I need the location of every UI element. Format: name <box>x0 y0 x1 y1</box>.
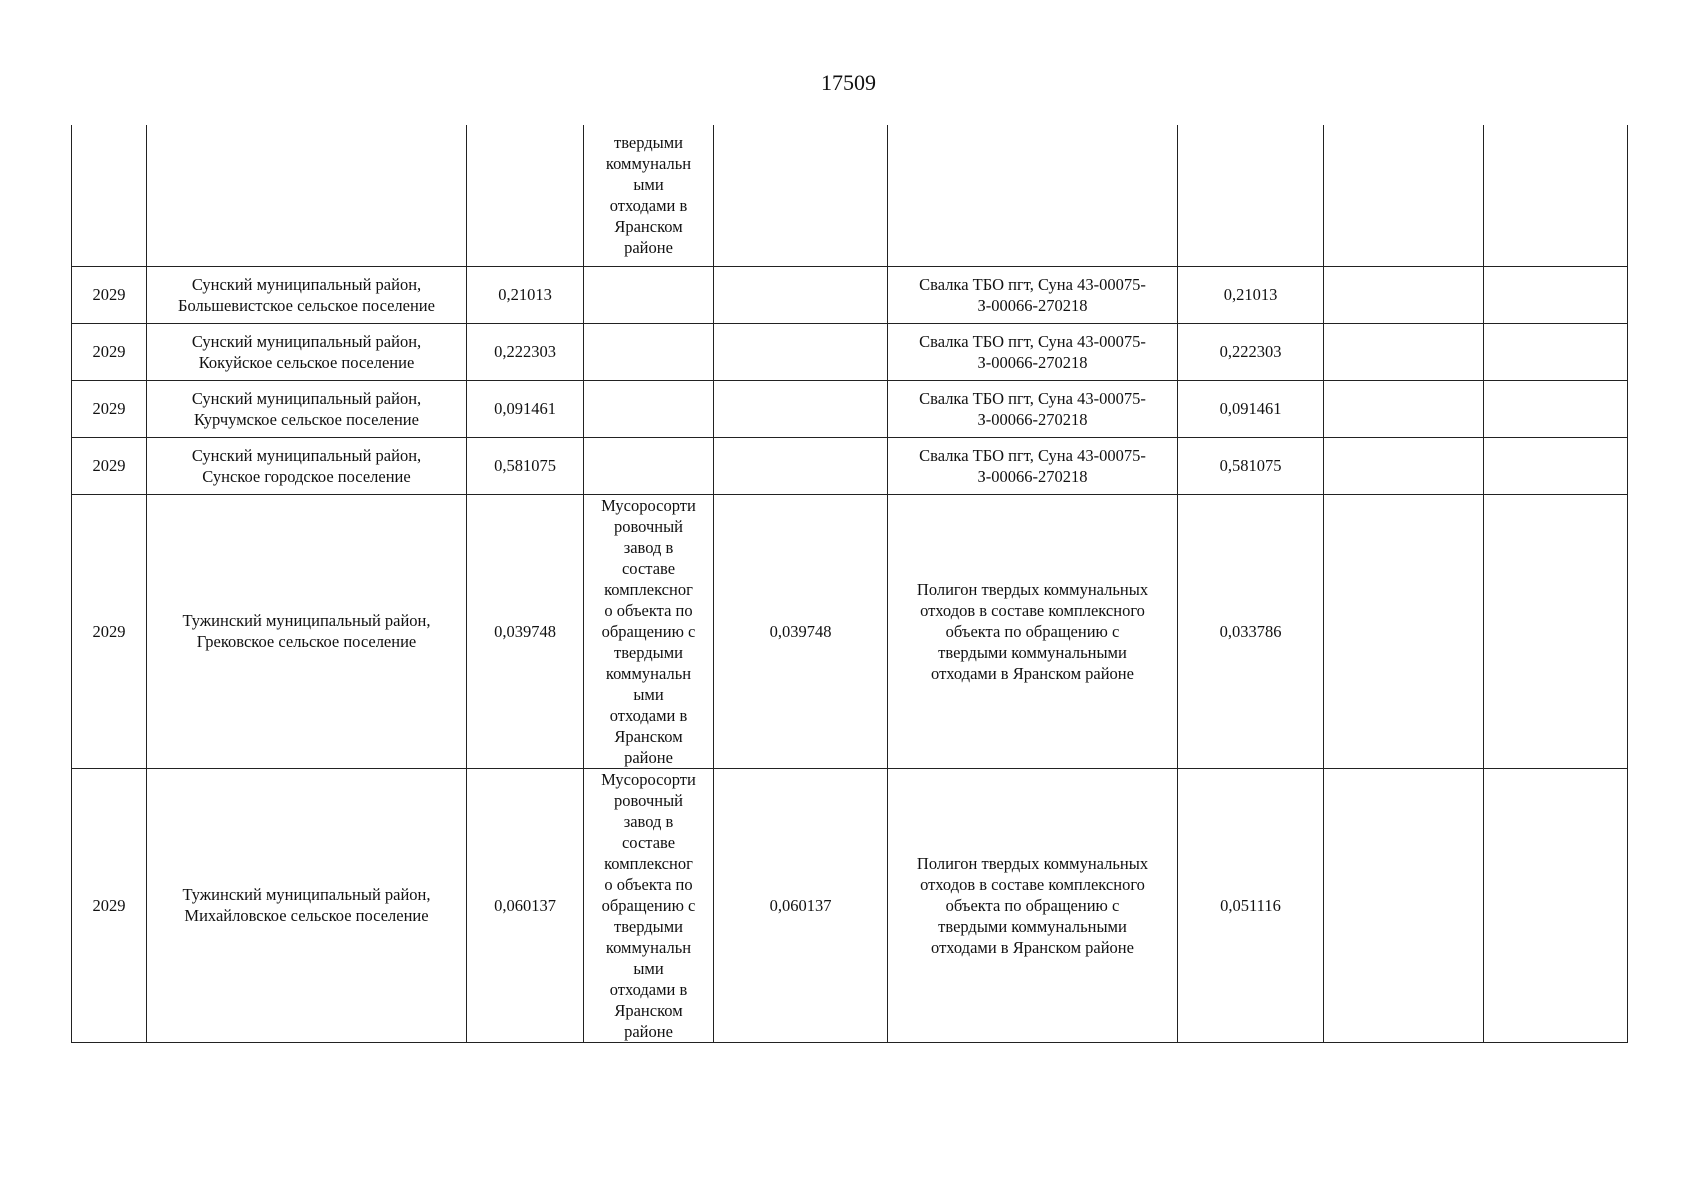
sorting-facility-cell <box>584 768 714 1042</box>
disposal-facility-cell-text: Полигон твердых коммунальных отходов в составе комплексного объекта по обращению с твердыми коммунальными отходами в Яранском районе <box>916 853 1149 957</box>
disposal-facility-cell <box>888 437 1178 494</box>
sorting-facility-cell-text: Мусоросорти ровочный завод в составе комплексног о объекта по обращению с твердыми коммунальн ыми отходами в Яранском районе <box>601 769 696 1041</box>
volume-cell-text: 0,21013 <box>498 285 552 304</box>
territory-cell <box>147 494 467 768</box>
disposal-facility-cell-text: Свалка ТБО пгт, Суна 43-00075- З-00066-270218 <box>919 388 1146 429</box>
volume-cell <box>467 323 584 380</box>
extra-cell-2 <box>1484 323 1628 380</box>
sorting-volume-cell <box>714 380 888 437</box>
disposal-facility-cell <box>888 768 1178 1042</box>
volume-cell <box>467 437 584 494</box>
sorting-facility-cell <box>584 380 714 437</box>
sorting-volume-cell <box>714 125 888 266</box>
disposal-volume-cell <box>1178 323 1324 380</box>
table-row <box>72 768 1628 1042</box>
volume-cell <box>467 380 584 437</box>
year-cell-text: 2029 <box>92 399 126 418</box>
sorting-volume-cell-text: 0,039748 <box>769 621 832 641</box>
disposal-facility-cell <box>888 323 1178 380</box>
disposal-volume-cell <box>1178 437 1324 494</box>
sorting-facility-cell <box>584 494 714 768</box>
sorting-facility-cell-text: Мусоросорти ровочный завод в составе комплексног о объекта по обращению с твердыми коммунальн ыми отходами в Яранском районе <box>601 495 696 767</box>
volume-cell-text: 0,060137 <box>494 895 556 915</box>
sorting-facility-cell <box>584 125 714 266</box>
year-cell <box>72 437 147 494</box>
extra-cell-2 <box>1484 266 1628 323</box>
disposal-volume-cell <box>1178 125 1324 266</box>
volume-cell <box>467 266 584 323</box>
disposal-facility-cell-text: Свалка ТБО пгт, Суна 43-00075- З-00066-270218 <box>919 445 1146 486</box>
sorting-volume-cell-text: 0,060137 <box>769 895 832 915</box>
year-cell <box>72 323 147 380</box>
extra-cell-2 <box>1484 768 1628 1042</box>
table-row <box>72 494 1628 768</box>
extra-cell-1 <box>1324 380 1484 437</box>
extra-cell-2 <box>1484 125 1628 266</box>
territory-cell <box>147 266 467 323</box>
year-cell-text: 2029 <box>92 895 126 915</box>
sorting-facility-cell-text: твердыми коммунальн ыми отходами в Яранском районе <box>605 133 692 258</box>
table-row <box>72 266 1628 323</box>
disposal-facility-cell-text: Свалка ТБО пгт, Суна 43-00075- З-00066-270218 <box>919 331 1146 372</box>
extra-cell-2 <box>1484 380 1628 437</box>
year-cell-text: 2029 <box>92 285 126 304</box>
territory-cell-text: Сунский муниципальный район, Курчумское сельское поселение <box>191 388 422 429</box>
sorting-facility-cell <box>584 437 714 494</box>
territory-cell-text: Тужинский муниципальный район, Грековское сельское поселение <box>182 611 431 651</box>
table-row <box>72 125 1628 266</box>
territory-cell-text: Сунский муниципальный район, Сунское городское поселение <box>191 445 422 486</box>
territory-cell-text: Тужинский муниципальный район, Михайловское сельское поселение <box>182 885 431 925</box>
year-cell <box>72 125 147 266</box>
extra-cell-1 <box>1324 768 1484 1042</box>
disposal-volume-cell <box>1178 380 1324 437</box>
disposal-facility-cell <box>888 380 1178 437</box>
extra-cell-1 <box>1324 266 1484 323</box>
year-cell <box>72 768 147 1042</box>
disposal-volume-cell <box>1178 494 1324 768</box>
volume-cell-text: 0,039748 <box>494 621 556 641</box>
year-cell <box>72 494 147 768</box>
waste-flow-table <box>71 125 1628 1043</box>
year-cell-text: 2029 <box>92 342 126 361</box>
table-row <box>72 380 1628 437</box>
disposal-facility-cell-text: Полигон твердых коммунальных отходов в составе комплексного объекта по обращению с твердыми коммунальными отходами в Яранском районе <box>916 579 1149 683</box>
disposal-volume-cell-text: 0,091461 <box>1219 399 1282 418</box>
disposal-volume-cell <box>1178 266 1324 323</box>
territory-cell <box>147 380 467 437</box>
table-row <box>72 437 1628 494</box>
sorting-volume-cell <box>714 266 888 323</box>
volume-cell-text: 0,222303 <box>494 342 556 361</box>
disposal-facility-cell <box>888 266 1178 323</box>
extra-cell-1 <box>1324 323 1484 380</box>
table-body <box>72 125 1628 1042</box>
territory-cell-text: Сунский муниципальный район, Большевистское сельское поселение <box>178 274 435 315</box>
territory-cell <box>147 125 467 266</box>
sorting-volume-cell <box>714 494 888 768</box>
territory-cell <box>147 437 467 494</box>
extra-cell-2 <box>1484 494 1628 768</box>
disposal-volume-cell-text: 0,222303 <box>1219 342 1282 361</box>
volume-cell <box>467 494 584 768</box>
year-cell <box>72 380 147 437</box>
territory-cell <box>147 768 467 1042</box>
disposal-facility-cell <box>888 125 1178 266</box>
extra-cell-2 <box>1484 437 1628 494</box>
sorting-volume-cell <box>714 768 888 1042</box>
year-cell-text: 2029 <box>92 456 126 475</box>
page-number: 17509 <box>821 70 876 95</box>
sorting-facility-cell <box>584 323 714 380</box>
volume-cell-text: 0,581075 <box>494 456 556 475</box>
disposal-volume-cell-text: 0,21013 <box>1223 285 1278 304</box>
disposal-facility-cell-text: Свалка ТБО пгт, Суна 43-00075- З-00066-270218 <box>919 274 1146 315</box>
table-row <box>72 323 1628 380</box>
disposal-volume-cell <box>1178 768 1324 1042</box>
year-cell-text: 2029 <box>92 621 126 641</box>
sorting-volume-cell <box>714 437 888 494</box>
volume-cell <box>467 768 584 1042</box>
disposal-volume-cell-text: 0,051116 <box>1220 895 1281 915</box>
sorting-facility-cell <box>584 266 714 323</box>
disposal-volume-cell-text: 0,581075 <box>1219 456 1282 475</box>
extra-cell-1 <box>1324 494 1484 768</box>
territory-cell <box>147 323 467 380</box>
volume-cell-text: 0,091461 <box>494 399 556 418</box>
disposal-facility-cell <box>888 494 1178 768</box>
volume-cell <box>467 125 584 266</box>
sorting-volume-cell <box>714 323 888 380</box>
extra-cell-1 <box>1324 125 1484 266</box>
extra-cell-1 <box>1324 437 1484 494</box>
territory-cell-text: Сунский муниципальный район, Кокуйское сельское поселение <box>191 331 422 372</box>
year-cell <box>72 266 147 323</box>
disposal-volume-cell-text: 0,033786 <box>1219 621 1282 641</box>
